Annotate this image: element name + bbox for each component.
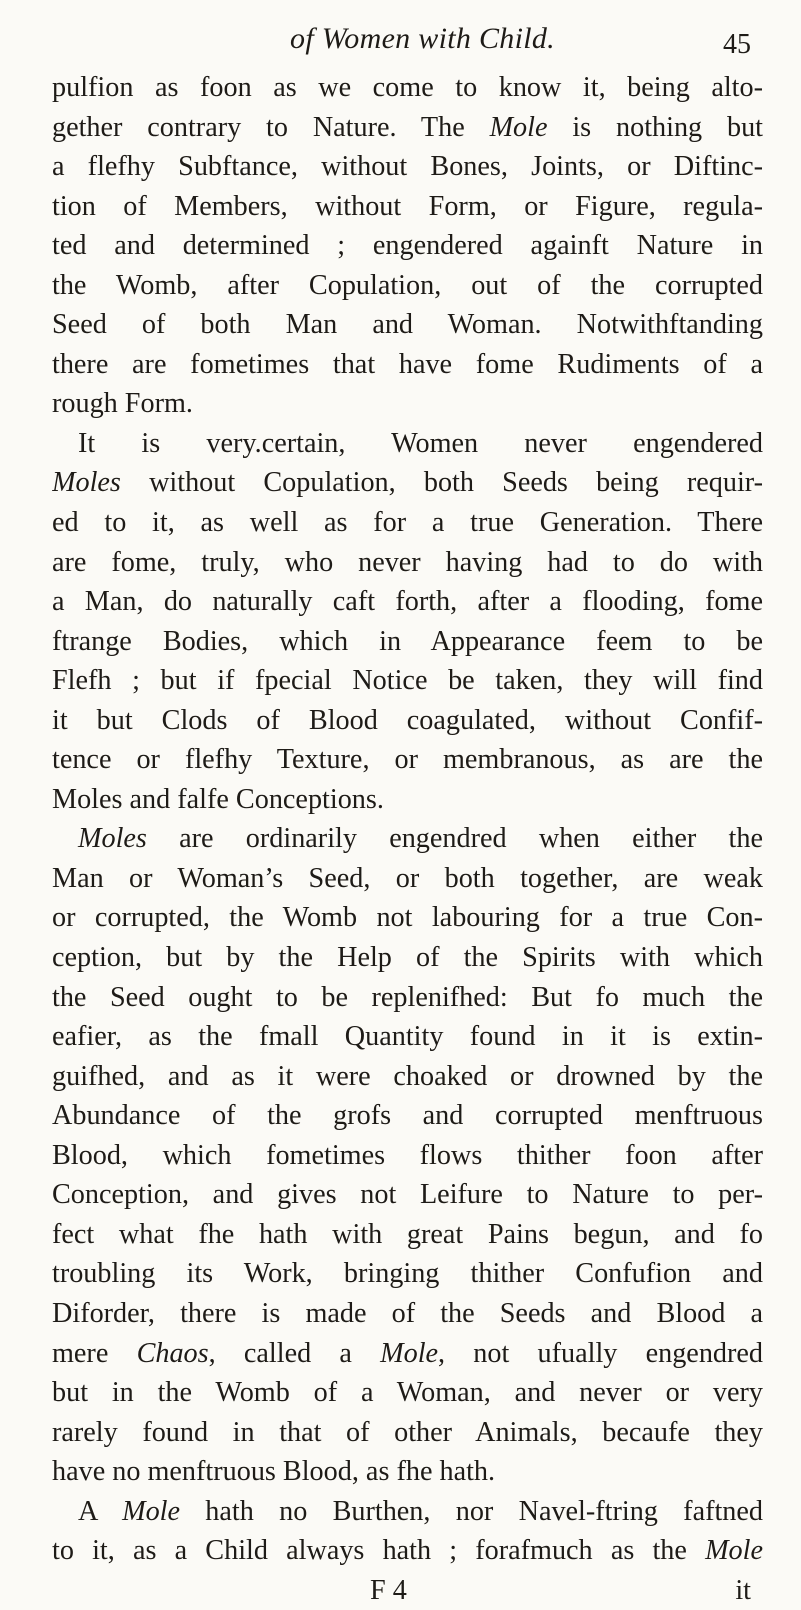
text-line: Man or Woman’s Seed, or both together, are weak <box>52 862 763 894</box>
text-line: Moles are ordinarily engendred when either the <box>78 823 763 855</box>
text-line: Moles and falfe Conceptions. <box>52 783 384 815</box>
text-line: a flefhy Subftance, without Bones, Joints, or Diftinc- <box>52 151 763 183</box>
text-line: Diforder, there is made of the Seeds and Blood a <box>52 1297 763 1329</box>
text-line: tence or flefhy Texture, or membranous, as are the <box>52 744 763 776</box>
text-line: to it, as a Child always hath ; forafmuch as the Mole <box>52 1535 763 1567</box>
text-line: ception, but by the Help of the Spirits with which <box>52 942 763 974</box>
catchword: it <box>735 1574 751 1606</box>
text-line: tion of Members, without Form, or Figure, regula- <box>52 190 763 222</box>
text-line: are fome, truly, who never having had to do with <box>52 546 763 578</box>
text-line: rarely found in that of other Animals, becaufe they <box>52 1416 763 1448</box>
text-line: Flefh ; but if fpecial Notice be taken, they will find <box>52 665 763 697</box>
text-line: ftrange Bodies, which in Appearance feem to be <box>52 625 763 657</box>
text-line: mere Chaos, called a Mole, not ufually engendred <box>52 1337 763 1369</box>
text-line: eafier, as the fmall Quantity found in it is extin- <box>52 1021 763 1053</box>
text-line: Conception, and gives not Leifure to Nature to per- <box>52 1179 763 1211</box>
text-line: troubling its Work, bringing thither Confufion and <box>52 1258 763 1290</box>
catchline <box>52 1571 763 1610</box>
page-number: 45 <box>723 29 751 60</box>
text-line: the Seed ought to be replenifhed: But fo much the <box>52 981 763 1013</box>
text-line: Seed of both Man and Woman. Notwithftanding <box>52 309 763 341</box>
running-head <box>52 10 763 68</box>
text-line: ted and determined ; engendered againft Nature in <box>52 230 763 262</box>
running-title: of Women with Child. <box>290 22 555 55</box>
text-line: Moles without Copulation, both Seeds being requir- <box>52 467 763 499</box>
text-line: ed to it, as well as for a true Generation. There <box>52 507 763 539</box>
text-line: It is very.certain, Women never engendered <box>78 427 763 459</box>
text-line: a Man, do naturally caft forth, after a flooding, fome <box>52 586 763 618</box>
text-line: the Womb, after Copulation, out of the corrupted <box>52 269 763 301</box>
text-line: there are fometimes that have fome Rudiments of a <box>52 348 763 380</box>
signature-mark: F 4 <box>370 1574 407 1606</box>
text-line: Abundance of the grofs and corrupted menftruous <box>52 1100 763 1132</box>
text-line: fect what fhe hath with great Pains begun, and fo <box>52 1218 763 1250</box>
text-line: have no menftruous Blood, as fhe hath. <box>52 1456 496 1488</box>
text-line: gether contrary to Nature. The Mole is nothing but <box>52 111 763 143</box>
text-line: guifhed, and as it were choaked or drowned by the <box>52 1060 763 1092</box>
text-line: pulfion as foon as we come to know it, being alto- <box>52 72 763 103</box>
text-line: but in the Womb of a Woman, and never or very <box>52 1377 763 1409</box>
text-line: Blood, which fometimes flows thither foon after <box>52 1139 763 1171</box>
text-line: or corrupted, the Womb not labouring for a true Con- <box>52 902 763 934</box>
text-line: A Mole hath no Burthen, nor Navel-ftring faftned <box>78 1495 763 1527</box>
text-line: it but Clods of Blood coagulated, without Confif- <box>52 704 763 736</box>
body-text <box>52 68 763 1571</box>
text-line: rough Form. <box>52 388 193 420</box>
